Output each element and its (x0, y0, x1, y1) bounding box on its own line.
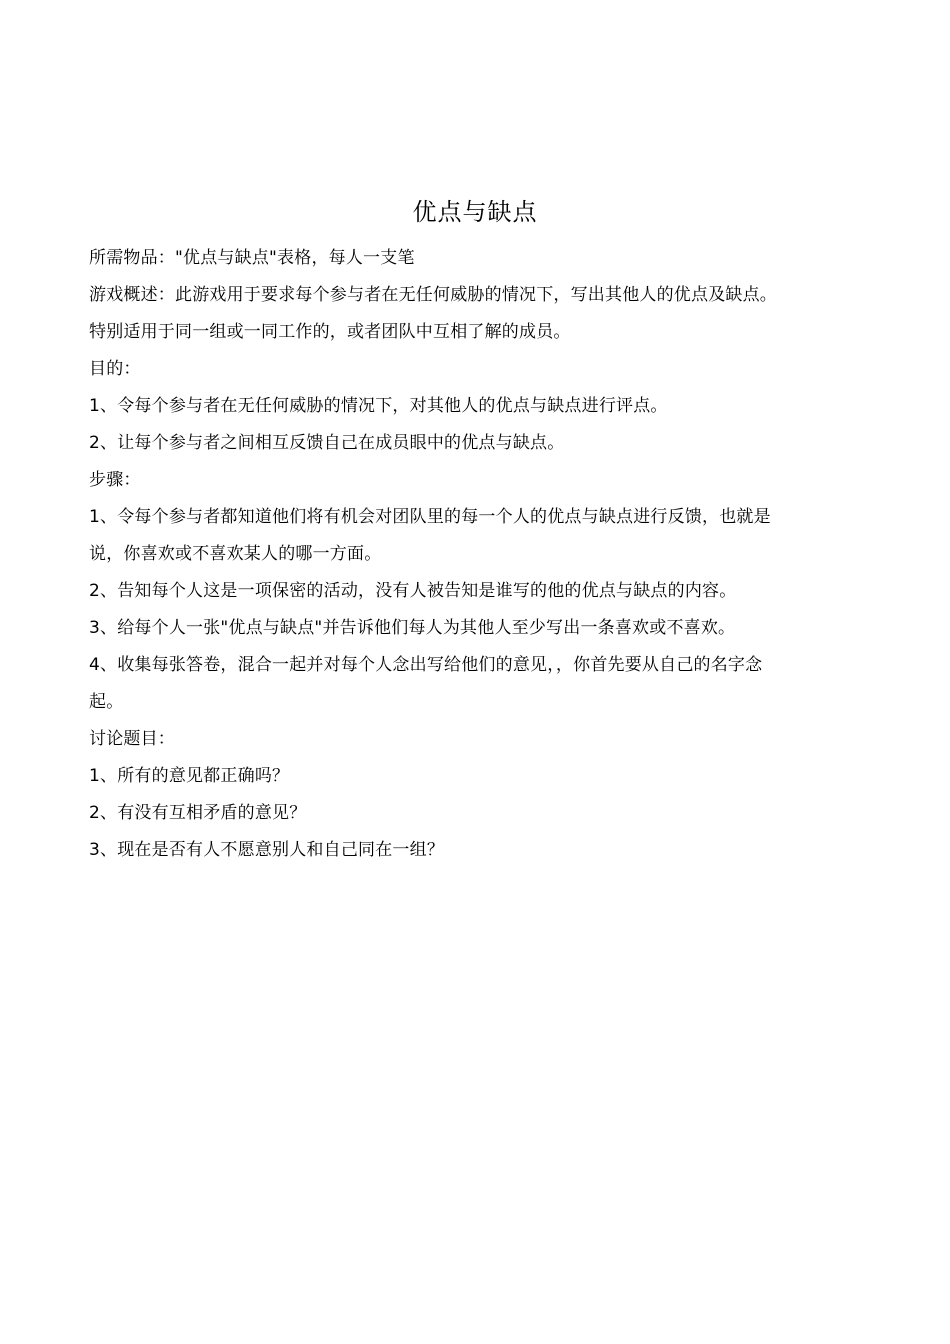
step-1-line-2: 说，你喜欢或不喜欢某人的哪一方面。 (89, 544, 382, 564)
step-2: 2、告知每个人这是一项保密的活动，没有人被告知是谁写的他的优点与缺点的内容。 (89, 581, 737, 601)
overview-line-1: 游戏概述：此游戏用于要求每个参与者在无任何威胁的情况下，写出其他人的优点及缺点。 (89, 285, 777, 305)
discussion-heading: 讨论题目： (89, 729, 175, 749)
discussion-item-2: 2、有没有互相矛盾的意见？ (89, 803, 307, 823)
purpose-item-1: 1、令每个参与者在无任何威胁的情况下，对其他人的优点与缺点进行评点。 (89, 396, 668, 416)
step-1-line-1: 1、令每个参与者都知道他们将有机会对团队里的每一个人的优点与缺点进行反馈，也就是 (89, 507, 771, 527)
document-title: 优点与缺点 (412, 198, 538, 226)
overview-line-2: 特别适用于同一组或一同工作的，或者团队中互相了解的成员。 (89, 322, 571, 342)
purpose-item-2: 2、让每个参与者之间相互反馈自己在成员眼中的优点与缺点。 (89, 433, 565, 453)
step-3: 3、给每个人一张"优点与缺点"并告诉他们每人为其他人至少写出一条喜欢或不喜欢。 (89, 618, 736, 638)
materials-line: 所需物品："优点与缺点"表格，每人一支笔 (89, 248, 415, 268)
document-body (89, 240, 864, 869)
step-4-line-2: 起。 (89, 692, 124, 712)
purpose-heading: 目的： (89, 359, 141, 379)
steps-heading: 步骤： (89, 470, 141, 490)
discussion-item-3: 3、现在是否有人不愿意别人和自己同在一组？ (89, 840, 445, 860)
step-4-line-1: 4、收集每张答卷，混合一起并对每个人念出写给他们的意见，，你首先要从自己的名字念 (89, 655, 763, 675)
discussion-item-1: 1、所有的意见都正确吗？ (89, 766, 290, 786)
